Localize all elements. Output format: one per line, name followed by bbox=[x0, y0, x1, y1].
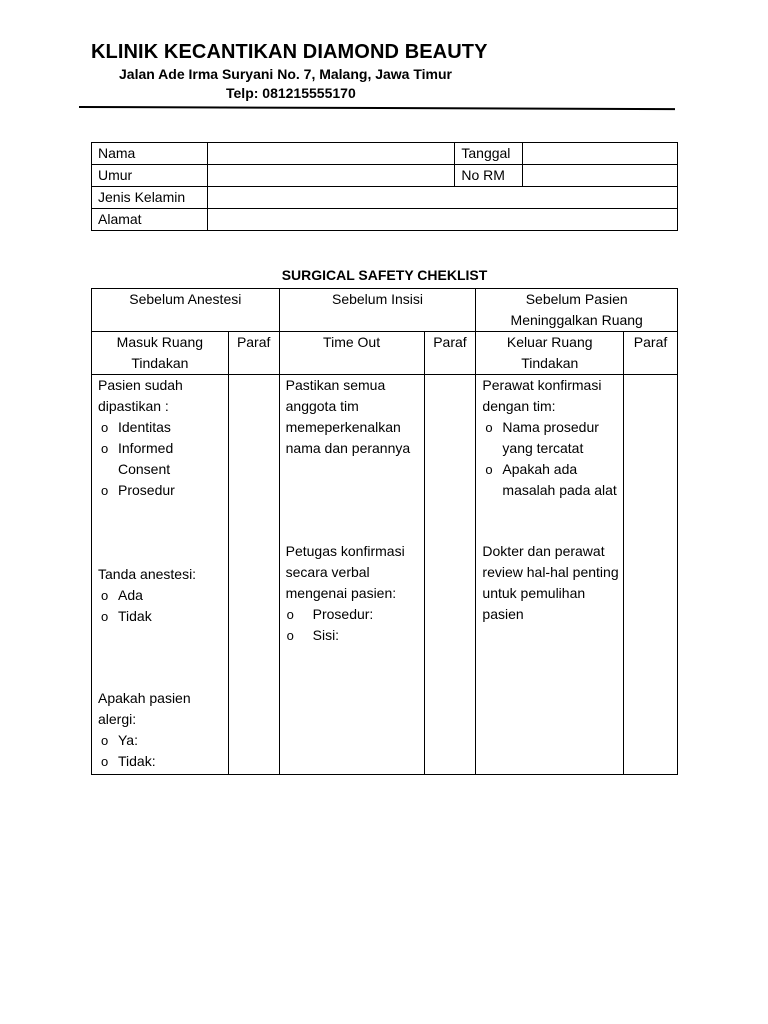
patient-row-nama bbox=[92, 143, 678, 165]
umur-label: Umur bbox=[92, 165, 208, 187]
phase-before-incision: Sebelum Insisi bbox=[279, 289, 476, 332]
norm-field[interactable] bbox=[523, 165, 678, 187]
option-sisi[interactable]: o Sisi: bbox=[286, 625, 420, 646]
option-nama-prosedur[interactable]: o Nama prosedur yang tercatat bbox=[482, 417, 619, 459]
phase-before-leaving: Sebelum Pasien Meninggalkan Ruang bbox=[476, 289, 678, 332]
instruction-team-introduction: Pastikan semua anggota tim memeperkenalkan nama dan perannya bbox=[285, 377, 411, 456]
question-allergy: Apakah pasien alergi: bbox=[98, 690, 191, 727]
tanggal-label: Tanggal bbox=[455, 143, 523, 165]
clinic-name: KLINIK KECANTIKAN DIAMOND BEAUTY bbox=[91, 41, 488, 63]
nurse-confirmation-options bbox=[482, 417, 619, 501]
tanggal-field[interactable] bbox=[523, 143, 678, 165]
subheader-row bbox=[92, 332, 678, 375]
paraf-cell-1[interactable] bbox=[228, 375, 279, 775]
nama-label: Nama bbox=[92, 143, 208, 165]
option-prosedur-verbal[interactable]: o Prosedur: bbox=[286, 604, 420, 625]
option-masalah-alat[interactable]: o Apakah ada masalah pada alat bbox=[482, 459, 619, 501]
instruction-recovery-review: Dokter dan perawat review hal-hal penting untuk pemulihan pasien bbox=[482, 543, 619, 622]
col-time-out bbox=[279, 375, 424, 775]
question-nurse-confirmation: Perawat konfirmasi dengan tim: bbox=[482, 377, 602, 414]
subheader-time-out: Time Out bbox=[279, 332, 424, 375]
patient-row-jenis-kelamin bbox=[92, 187, 678, 209]
jenis-kelamin-field[interactable] bbox=[207, 187, 677, 209]
alamat-field[interactable] bbox=[207, 209, 677, 231]
subheader-paraf-1: Paraf bbox=[228, 332, 279, 375]
phase-before-anesthesia: Sebelum Anestesi bbox=[92, 289, 280, 332]
option-prosedur[interactable]: o Prosedur bbox=[98, 480, 224, 501]
option-tidak[interactable]: o Tidak bbox=[98, 606, 224, 627]
norm-label: No RM bbox=[455, 165, 523, 187]
phase-header-row bbox=[92, 289, 678, 332]
alamat-label: Alamat bbox=[92, 209, 208, 231]
patient-row-alamat bbox=[92, 209, 678, 231]
allergy-options bbox=[98, 730, 224, 772]
option-ada[interactable]: o Ada bbox=[98, 585, 224, 606]
surgical-safety-checklist-table bbox=[91, 288, 678, 775]
subheader-paraf-2: Paraf bbox=[424, 332, 476, 375]
patient-confirmed-options bbox=[98, 417, 224, 501]
paraf-cell-2[interactable] bbox=[424, 375, 476, 775]
col-leaving-room bbox=[476, 375, 624, 775]
question-anesthesia-mark: Tanda anestesi: bbox=[98, 566, 197, 582]
nama-field[interactable] bbox=[207, 143, 455, 165]
col-entering-room bbox=[92, 375, 229, 775]
patient-row-umur bbox=[92, 165, 678, 187]
header-divider bbox=[79, 106, 675, 110]
option-tidak-allergy[interactable]: o Tidak: bbox=[98, 751, 224, 772]
question-verbal-confirmation: Petugas konfirmasi secara verbal mengenai pasien: bbox=[285, 543, 405, 601]
umur-field[interactable] bbox=[207, 165, 455, 187]
checklist-body-row bbox=[92, 375, 678, 775]
question-patient-confirmed: Pasien sudah dipastikan : bbox=[98, 377, 183, 414]
subheader-paraf-3: Paraf bbox=[624, 332, 678, 375]
verbal-confirmation-options bbox=[286, 604, 420, 646]
option-ya[interactable]: o Ya: bbox=[98, 730, 224, 751]
patient-info-table bbox=[91, 142, 678, 231]
option-informed-consent[interactable]: o Informed Consent bbox=[98, 438, 224, 480]
checklist-title: SURGICAL SAFETY CHEKLIST bbox=[281, 267, 488, 283]
jenis-kelamin-label: Jenis Kelamin bbox=[92, 187, 208, 209]
subheader-leaving-room: Keluar Ruang Tindakan bbox=[476, 332, 624, 375]
anesthesia-mark-options bbox=[98, 585, 224, 627]
clinic-address: Jalan Ade Irma Suryani No. 7, Malang, Jawa Timur bbox=[119, 66, 452, 82]
option-identitas[interactable]: o Identitas bbox=[98, 417, 224, 438]
paraf-cell-3[interactable] bbox=[624, 375, 678, 775]
clinic-phone: Telp: 081215555170 bbox=[226, 85, 356, 101]
subheader-entering-room: Masuk Ruang Tindakan bbox=[92, 332, 229, 375]
